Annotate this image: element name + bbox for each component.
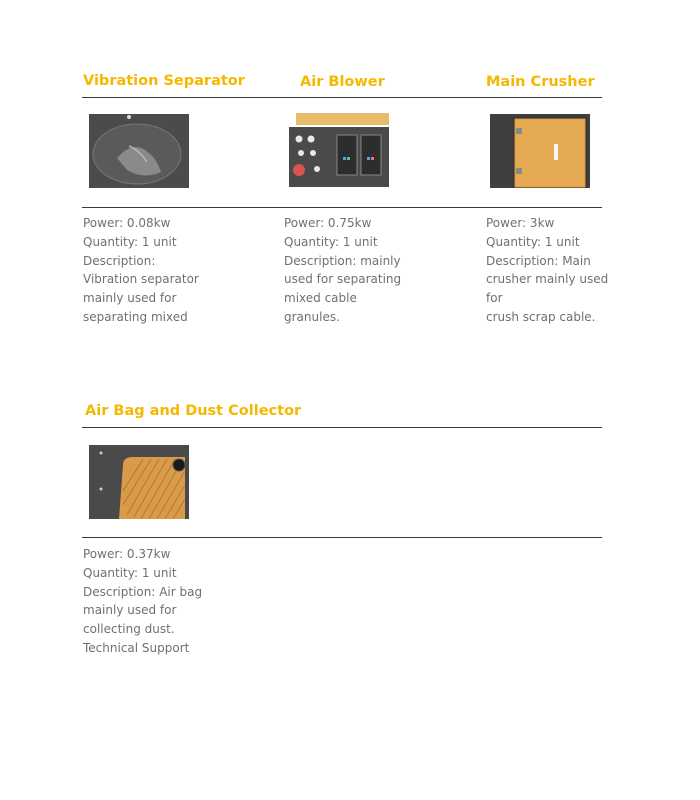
description-line: granules. (284, 309, 340, 324)
description-line: Description: mainly (284, 253, 401, 268)
description-line: mainly used for (83, 603, 177, 618)
description-line: Description: Main (486, 253, 591, 268)
section-2-bottom-rule (82, 537, 602, 538)
description-line: crusher mainly used (486, 272, 609, 287)
vibration-separator-image (89, 114, 189, 188)
vibration-separator-title: Vibration Separator (83, 73, 245, 89)
power-text: Power: 0.08kw (83, 216, 171, 230)
description-line: Technical Support (83, 640, 190, 655)
description-line: mainly used for (83, 291, 177, 306)
description-line: for (486, 291, 503, 306)
description-line: crush scrap cable. (486, 309, 596, 324)
quantity-text: Quantity: 1 unit (486, 234, 580, 249)
quantity-text: Quantity: 1 unit (83, 234, 177, 249)
section-1-bottom-rule (82, 207, 602, 208)
section-1-top-rule (82, 97, 602, 98)
description-line: Description: (83, 253, 156, 268)
description-line: collecting dust. (83, 622, 175, 637)
power-text: Power: 3kw (486, 216, 555, 230)
quantity-text: Quantity: 1 unit (83, 565, 177, 580)
power-text: Power: 0.37kw (83, 547, 171, 561)
description-line: used for separating (284, 272, 402, 287)
description-line: separating mixed (83, 309, 188, 324)
section-2-top-rule (82, 427, 602, 428)
description-line: Description: Air bag (83, 584, 203, 599)
quantity-text: Quantity: 1 unit (284, 234, 378, 249)
air-blower-specs (284, 214, 409, 327)
air-bag-dust-collector-image (89, 445, 189, 519)
description-line: mixed cable (284, 291, 357, 306)
main-crusher-specs (486, 214, 611, 327)
vibration-separator-specs (83, 214, 208, 327)
description-line: Vibration separator (83, 272, 199, 287)
air-blower-image (289, 113, 389, 187)
power-text: Power: 0.75kw (284, 216, 372, 230)
main-crusher-image (490, 114, 590, 188)
main-crusher-title: Main Crusher (486, 74, 595, 90)
air-bag-dust-collector-title: Air Bag and Dust Collector (85, 403, 302, 419)
air-blower-title: Air Blower (300, 74, 385, 90)
air-bag-dust-collector-specs (83, 545, 208, 658)
